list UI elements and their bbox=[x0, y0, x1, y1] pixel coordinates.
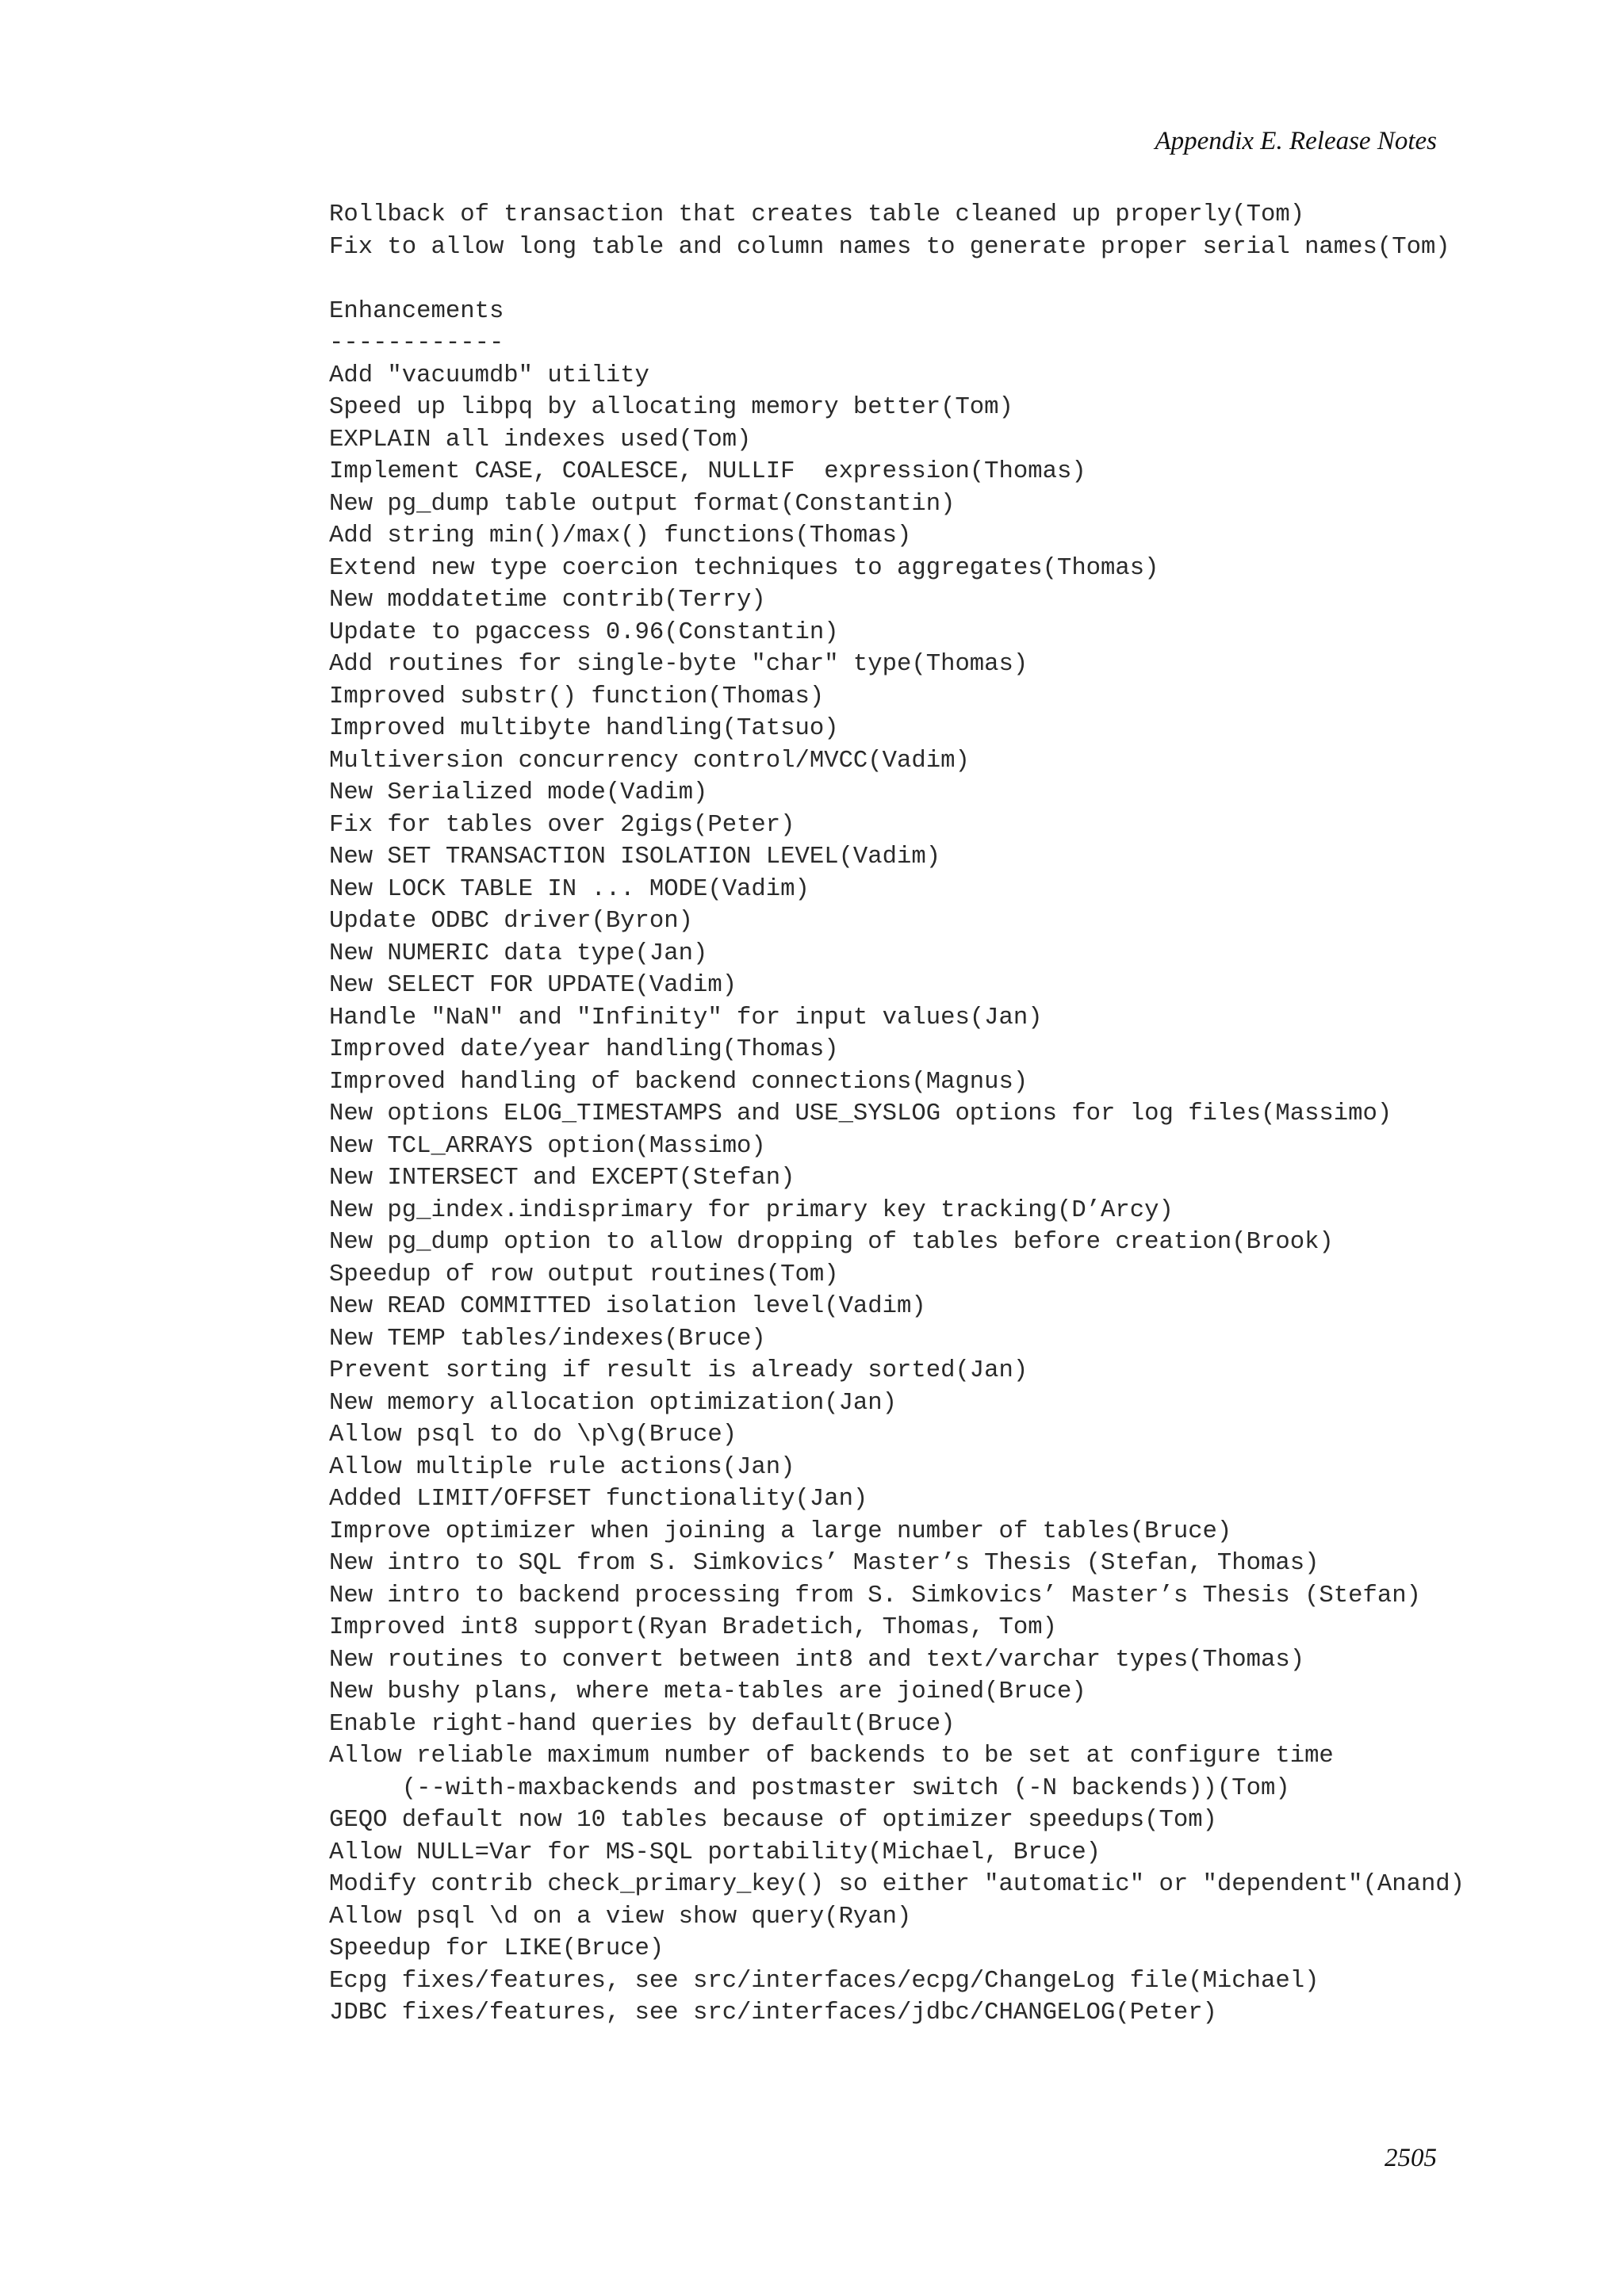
listing-line: Modify contrib check_primary_key() so either "automatic" or "dependent"(Anand) bbox=[329, 1871, 1465, 1898]
listing-line: New intro to backend processing from S. Simkovics’ Master’s Thesis (Stefan) bbox=[329, 1582, 1421, 1609]
listing-line: New intro to SQL from S. Simkovics’ Master’s Thesis (Stefan, Thomas) bbox=[329, 1550, 1320, 1577]
listing-line: Update to pgaccess 0.96(Constantin) bbox=[329, 618, 839, 646]
listing-line: New pg_dump option to allow dropping of tables before creation(Brook) bbox=[329, 1229, 1334, 1256]
listing-line: Improve optimizer when joining a large number of tables(Bruce) bbox=[329, 1517, 1232, 1545]
listing-line: Improved substr() function(Thomas) bbox=[329, 683, 825, 710]
listing-line: JDBC fixes/features, see src/interfaces/jdbc/CHANGELOG(Peter) bbox=[329, 1999, 1217, 2026]
listing-line: GEQO default now 10 tables because of optimizer speedups(Tom) bbox=[329, 1807, 1217, 1834]
listing-line: New INTERSECT and EXCEPT(Stefan) bbox=[329, 1165, 795, 1192]
listing-line: EXPLAIN all indexes used(Tom) bbox=[329, 426, 752, 453]
listing-line: Speedup for LIKE(Bruce) bbox=[329, 1935, 665, 1962]
listing-line: Implement CASE, COALESCE, NULLIF expression(Thomas) bbox=[329, 458, 1086, 485]
listing-line: Update ODBC driver(Byron) bbox=[329, 908, 693, 935]
listing-line: Speed up libpq by allocating memory better(Tom) bbox=[329, 394, 1013, 421]
listing-line: New pg_dump table output format(Constantin) bbox=[329, 490, 956, 518]
listing-line: New Serialized mode(Vadim) bbox=[329, 779, 708, 806]
listing-line: Fix to allow long table and column names to generate proper serial names(Tom) bbox=[329, 233, 1450, 261]
listing-line: Improved date/year handling(Thomas) bbox=[329, 1036, 839, 1063]
listing-line: (--with-maxbackends and postmaster switch (-N backends))(Tom) bbox=[329, 1774, 1290, 1802]
listing-line: Improved multibyte handling(Tatsuo) bbox=[329, 715, 839, 742]
listing-line: Improved int8 support(Ryan Bradetich, Thomas, Tom) bbox=[329, 1614, 1057, 1641]
listing-line: New pg_index.indisprimary for primary key tracking(D’Arcy) bbox=[329, 1196, 1174, 1224]
listing-line: Allow reliable maximum number of backends to be set at configure time bbox=[329, 1743, 1334, 1770]
listing-line: New TEMP tables/indexes(Bruce) bbox=[329, 1325, 766, 1353]
listing-line: Add string min()/max() functions(Thomas) bbox=[329, 522, 912, 549]
listing-line: New memory allocation optimization(Jan) bbox=[329, 1389, 898, 1417]
listing-line: Prevent sorting if result is already sorted(Jan) bbox=[329, 1357, 1028, 1384]
listing-line: Allow NULL=Var for MS-SQL portability(Michael, Bruce) bbox=[329, 1839, 1101, 1866]
listing-line: Fix for tables over 2gigs(Peter) bbox=[329, 811, 795, 839]
page-number: 2505 bbox=[1385, 2144, 1437, 2172]
listing-line: Allow psql \d on a view show query(Ryan) bbox=[329, 1903, 912, 1931]
listing-line: New options ELOG_TIMESTAMPS and USE_SYSLOG options for log files(Massimo) bbox=[329, 1100, 1392, 1127]
listing-line: Allow multiple rule actions(Jan) bbox=[329, 1453, 795, 1481]
listing-line: Added LIMIT/OFFSET functionality(Jan) bbox=[329, 1486, 868, 1513]
listing-line: ------------ bbox=[329, 330, 504, 357]
listing-line: Improved handling of backend connections(Magnus) bbox=[329, 1068, 1028, 1096]
listing-line: Extend new type coercion techniques to aggregates(Thomas) bbox=[329, 554, 1159, 582]
listing-line: Add "vacuumdb" utility bbox=[329, 362, 649, 389]
listing-line: New TCL_ARRAYS option(Massimo) bbox=[329, 1132, 766, 1160]
listing-line: New moddatetime contrib(Terry) bbox=[329, 587, 766, 614]
listing-line: Enhancements bbox=[329, 297, 504, 325]
listing-line: Rollback of transaction that creates table cleaned up properly(Tom) bbox=[329, 201, 1305, 228]
listing-line: Multiversion concurrency control/MVCC(Vadim) bbox=[329, 747, 970, 775]
listing-line: Speedup of row output routines(Tom) bbox=[329, 1261, 839, 1288]
running-header: Appendix E. Release Notes bbox=[1155, 127, 1437, 155]
listing-line: New LOCK TABLE IN ... MODE(Vadim) bbox=[329, 875, 810, 903]
listing-line: Handle "NaN" and "Infinity" for input values(Jan) bbox=[329, 1004, 1043, 1031]
release-notes-listing bbox=[329, 199, 1465, 2030]
listing-line: New SELECT FOR UPDATE(Vadim) bbox=[329, 972, 737, 999]
listing-line: New bushy plans, where meta-tables are joined(Bruce) bbox=[329, 1678, 1086, 1705]
listing-line: New SET TRANSACTION ISOLATION LEVEL(Vadim) bbox=[329, 844, 941, 871]
listing-line: Add routines for single-byte "char" type(Thomas) bbox=[329, 651, 1028, 678]
listing-line: Allow psql to do \p\g(Bruce) bbox=[329, 1422, 737, 1448]
listing-line: Enable right-hand queries by default(Bruce) bbox=[329, 1710, 956, 1738]
listing-line bbox=[329, 263, 1465, 296]
listing-line: Ecpg fixes/features, see src/interfaces/ecpg/ChangeLog file(Michael) bbox=[329, 1967, 1320, 1995]
listing-line: New routines to convert between int8 and text/varchar types(Thomas) bbox=[329, 1646, 1305, 1674]
listing-line: New NUMERIC data type(Jan) bbox=[329, 939, 708, 967]
listing-line: New READ COMMITTED isolation level(Vadim) bbox=[329, 1293, 926, 1320]
